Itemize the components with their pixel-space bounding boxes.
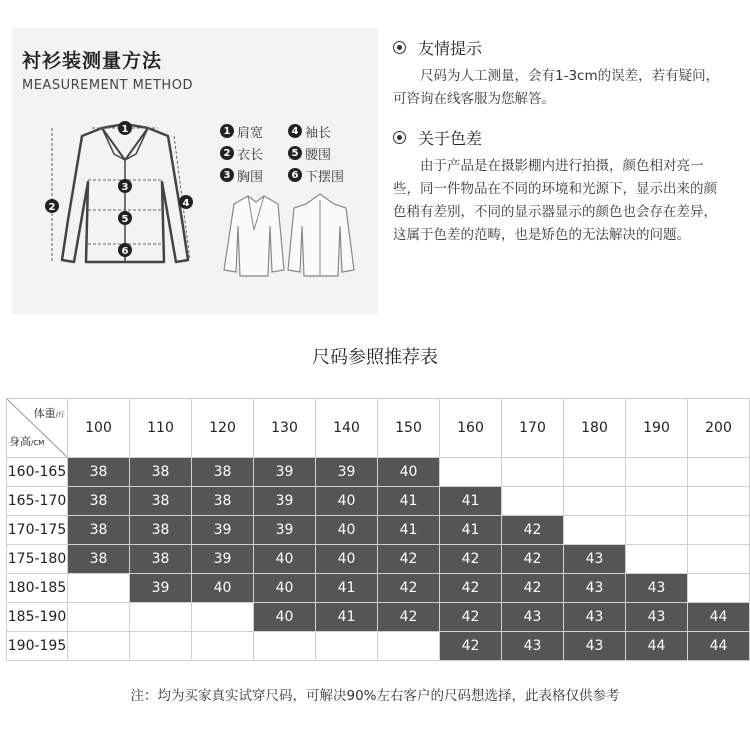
size-cell: 42 — [502, 545, 564, 574]
size-cell — [192, 603, 254, 632]
size-cell: 38 — [192, 487, 254, 516]
legend-item: 5 腰围 — [288, 144, 356, 163]
size-cell — [316, 632, 378, 661]
size-cell: 44 — [626, 632, 688, 661]
marker-2 — [45, 199, 59, 213]
size-cell: 42 — [378, 603, 440, 632]
weight-header: 150 — [378, 399, 440, 458]
table-row — [7, 458, 750, 487]
size-cell: 38 — [68, 516, 130, 545]
size-cell: 41 — [440, 516, 502, 545]
size-cell: 42 — [440, 545, 502, 574]
table-row — [7, 574, 750, 603]
size-cell: 43 — [564, 545, 626, 574]
size-cell: 38 — [68, 487, 130, 516]
table-header-row — [7, 399, 750, 458]
legend-item: 3 胸围 — [220, 166, 288, 185]
legend-item: 4 袖长 — [288, 122, 356, 141]
weight-header: 200 — [688, 399, 750, 458]
weight-label: 体重/斤 — [33, 407, 65, 420]
legend-item: 2 衣长 — [220, 144, 288, 163]
weight-header: 110 — [130, 399, 192, 458]
tip-body: 尺码为人工测量，会有1-3cm的误差，若有疑问，可咨询在线客服为您解答。 — [393, 68, 720, 107]
size-cell — [378, 632, 440, 661]
size-cell: 42 — [440, 574, 502, 603]
size-cell — [688, 458, 750, 487]
size-cell: 44 — [688, 603, 750, 632]
size-cell: 44 — [688, 632, 750, 661]
tip-body: 由于产品是在摄影棚内进行拍摄，颜色相对亮一些，同一件物品在不同的环境和光源下，显示出来的颜色稍有差别，不同的显示器显示的颜色也会存在差异，这属于色差的范畴，也是矫色的无法解决的问题。 — [393, 158, 717, 243]
size-cell — [626, 487, 688, 516]
size-cell: 42 — [502, 516, 564, 545]
size-cell — [626, 458, 688, 487]
size-cell — [626, 516, 688, 545]
size-cell: 39 — [130, 574, 192, 603]
height-range: 175-180 — [7, 545, 68, 574]
size-cell: 41 — [316, 603, 378, 632]
size-cell: 39 — [192, 516, 254, 545]
weight-header: 180 — [564, 399, 626, 458]
weight-header: 170 — [502, 399, 564, 458]
corner-header — [7, 399, 68, 458]
size-cell: 39 — [254, 487, 316, 516]
size-cell — [254, 632, 316, 661]
size-cell: 40 — [316, 545, 378, 574]
jacket-sketches — [222, 190, 362, 280]
size-cell — [626, 545, 688, 574]
size-cell — [502, 458, 564, 487]
size-cell — [688, 487, 750, 516]
size-cell: 42 — [502, 574, 564, 603]
size-cell: 38 — [130, 458, 192, 487]
size-cell: 42 — [440, 632, 502, 661]
size-cell: 40 — [254, 603, 316, 632]
size-cell: 43 — [502, 603, 564, 632]
tip-heading: 关于色差 — [418, 129, 483, 148]
svg-text:1: 1 — [121, 124, 129, 135]
height-range: 180-185 — [7, 574, 68, 603]
svg-text:5: 5 — [121, 214, 129, 225]
marker-1 — [118, 121, 132, 135]
size-cell — [68, 574, 130, 603]
table-row — [7, 516, 750, 545]
size-cell: 38 — [130, 545, 192, 574]
tip-friendly — [393, 36, 723, 111]
size-cell: 38 — [68, 545, 130, 574]
measurement-subtitle: MEASUREMENT METHOD — [22, 78, 193, 93]
size-table-title: 尺码参照推荐表 — [312, 347, 438, 368]
size-cell: 39 — [254, 516, 316, 545]
svg-text:3: 3 — [121, 182, 129, 193]
table-row — [7, 603, 750, 632]
size-cell: 43 — [502, 632, 564, 661]
size-cell — [130, 632, 192, 661]
size-cell: 42 — [378, 545, 440, 574]
size-cell — [130, 603, 192, 632]
table-row — [7, 487, 750, 516]
height-label: 身高/CM — [9, 435, 45, 448]
shirt-measurement-diagram — [40, 110, 210, 300]
weight-header: 190 — [626, 399, 688, 458]
size-cell: 40 — [254, 545, 316, 574]
size-cell: 39 — [254, 458, 316, 487]
size-cell — [564, 487, 626, 516]
weight-header: 100 — [68, 399, 130, 458]
weight-header: 160 — [440, 399, 502, 458]
size-cell: 38 — [130, 516, 192, 545]
size-cell — [68, 603, 130, 632]
height-range: 190-195 — [7, 632, 68, 661]
marker-3 — [118, 179, 132, 193]
size-cell: 41 — [440, 487, 502, 516]
measurement-title: 衬衫装测量方法 — [22, 50, 163, 72]
svg-text:6: 6 — [121, 246, 129, 257]
size-cell — [192, 632, 254, 661]
height-range: 160-165 — [7, 458, 68, 487]
height-range: 170-175 — [7, 516, 68, 545]
size-cell: 41 — [316, 574, 378, 603]
tip-heading: 友情提示 — [418, 39, 483, 58]
size-cell — [564, 458, 626, 487]
legend-item: 1 肩宽 — [220, 122, 288, 141]
size-cell: 41 — [378, 487, 440, 516]
marker-6 — [118, 243, 132, 257]
size-cell: 42 — [440, 603, 502, 632]
size-cell: 43 — [564, 632, 626, 661]
table-row — [7, 545, 750, 574]
size-cell — [502, 487, 564, 516]
table-row — [7, 632, 750, 661]
height-range: 165-170 — [7, 487, 68, 516]
size-cell: 38 — [192, 458, 254, 487]
size-cell: 40 — [192, 574, 254, 603]
size-table — [6, 398, 750, 661]
marker-5 — [118, 211, 132, 225]
footnote: 注：均为买家真实试穿尺码，可解决90%左右客户的尺码想选择，此表格仅供参考 — [130, 688, 620, 704]
size-cell — [564, 516, 626, 545]
target-icon — [393, 41, 406, 54]
size-cell: 39 — [192, 545, 254, 574]
weight-header: 130 — [254, 399, 316, 458]
size-cell: 43 — [564, 603, 626, 632]
target-icon — [393, 131, 406, 144]
size-cell — [688, 516, 750, 545]
size-cell: 38 — [130, 487, 192, 516]
legend-item: 6 下摆围 — [288, 166, 356, 185]
tip-color — [393, 126, 723, 247]
size-cell: 43 — [564, 574, 626, 603]
svg-text:4: 4 — [182, 198, 190, 209]
size-cell — [688, 574, 750, 603]
size-cell — [688, 545, 750, 574]
size-cell — [68, 632, 130, 661]
svg-text:2: 2 — [48, 202, 56, 213]
size-cell: 38 — [68, 458, 130, 487]
size-cell: 43 — [626, 574, 688, 603]
size-cell: 42 — [378, 574, 440, 603]
size-cell — [440, 458, 502, 487]
size-cell: 43 — [626, 603, 688, 632]
marker-4 — [179, 195, 193, 209]
height-range: 185-190 — [7, 603, 68, 632]
size-cell: 41 — [378, 516, 440, 545]
weight-header: 120 — [192, 399, 254, 458]
size-cell: 40 — [316, 487, 378, 516]
size-cell: 40 — [254, 574, 316, 603]
size-cell: 40 — [378, 458, 440, 487]
weight-header: 140 — [316, 399, 378, 458]
size-cell: 40 — [316, 516, 378, 545]
measurement-legend — [220, 120, 360, 186]
size-cell: 39 — [316, 458, 378, 487]
